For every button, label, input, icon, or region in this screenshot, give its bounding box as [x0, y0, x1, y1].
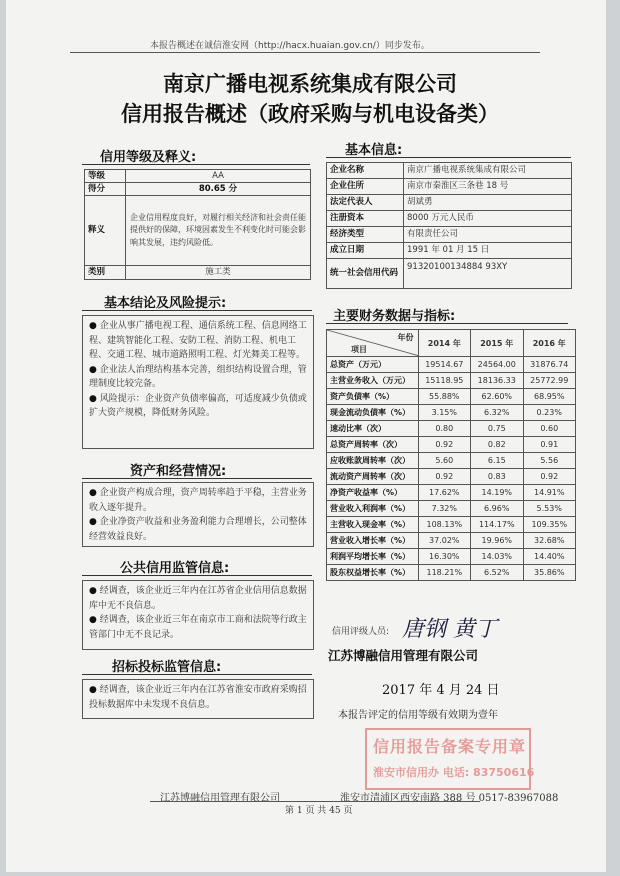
metric-value: 109.35%: [523, 517, 576, 533]
metric-value: 14.03%: [471, 549, 523, 565]
grade-label: 等级: [85, 170, 126, 183]
metric-value: 0.92: [418, 437, 470, 453]
metric-label: 资产负债率（%）: [327, 389, 419, 405]
meaning-value: 企业信用程度良好，对履行相关经济和社会责任能提供好的保障，环境因素发生不利变化时可能会影响其发展，违约风险低。: [126, 196, 311, 266]
metric-value: 6.52%: [471, 565, 523, 581]
metric-value: 14.19%: [471, 485, 523, 501]
metric-label: 现金流动负债率（%）: [327, 405, 419, 421]
conclusions-heading-rule: [82, 310, 312, 311]
metric-value: 14.91%: [523, 485, 576, 501]
metric-label: 利润平均增长率（%）: [327, 549, 419, 565]
info-label: 企业住所: [327, 179, 404, 195]
economic-type-value: 有限责任公司: [404, 227, 572, 243]
table-row: [327, 485, 576, 501]
list-item: ● 企业净资产收益和业务盈利能力合理增长，公司整体经营效益良好。: [89, 517, 307, 542]
info-label: 统一社会信用代码: [327, 259, 404, 289]
table-row: [327, 421, 576, 437]
rating-heading-rule: [82, 164, 310, 165]
year-header: 2016 年: [523, 330, 576, 357]
metric-value: 14.40%: [523, 549, 576, 565]
metric-value: 0.23%: [523, 405, 576, 421]
validity-note: 本报告评定的信用等级有效期为壹年: [338, 710, 498, 721]
bidding-heading-rule: [82, 674, 312, 675]
financial-heading-rule: [326, 323, 568, 324]
metric-value: 0.92: [418, 469, 470, 485]
legal-rep-value: 胡斌勇: [404, 195, 572, 211]
metric-value: 37.02%: [418, 533, 470, 549]
basic-info-heading: 基本信息:: [345, 143, 403, 158]
metric-value: 0.75: [471, 421, 523, 437]
metric-value: 31876.74: [523, 357, 576, 373]
metric-value: 108.13%: [418, 517, 470, 533]
report-title-type: 信用报告概述（政府采购与机电设备类）: [121, 102, 499, 126]
metric-value: 0.80: [418, 421, 470, 437]
bidding-box: [82, 679, 314, 719]
table-row: [327, 437, 576, 453]
year-axis-label: 年份: [397, 333, 414, 342]
info-label: 经济类型: [327, 227, 404, 243]
metric-label: 营业收入增长率（%）: [327, 533, 419, 549]
metric-value: 35.86%: [523, 565, 576, 581]
info-label: 法定代表人: [327, 195, 404, 211]
metric-value: 55.88%: [418, 389, 470, 405]
list-item: ● 企业资产构成合理，资产周转率趋于平稳，主营业务收入逐年提升。: [89, 488, 307, 513]
info-label: 企业名称: [327, 163, 404, 179]
category-label: 类别: [85, 266, 126, 280]
conclusions-heading: 基本结论及风险提示:: [104, 296, 227, 311]
stamp-title: 信用报告备案专用章: [373, 737, 527, 756]
basic-info-table: [326, 162, 572, 289]
report-date: 2017 年 4 月 24 日: [382, 683, 500, 698]
financial-rows: [327, 357, 576, 581]
metric-value: 19514.67: [418, 357, 470, 373]
header-rule: [70, 52, 540, 53]
metric-value: 0.83: [471, 469, 523, 485]
metric-value: 0.91: [523, 437, 576, 453]
metric-value: 15118.95: [418, 373, 470, 389]
metric-value: 19.96%: [471, 533, 523, 549]
header-note: 本报告概述在诚信淮安网（http://hacx.huaian.gov.cn/）同步发布。: [150, 41, 430, 51]
metric-value: 0.82: [471, 437, 523, 453]
public-credit-heading: 公共信用监管信息:: [120, 561, 230, 576]
bidding-heading: 招标投标监管信息:: [112, 660, 222, 675]
report-title-company: 南京广播电视系统集成有限公司: [163, 72, 457, 96]
table-row: [327, 533, 576, 549]
metric-value: 7.32%: [418, 501, 470, 517]
metric-label: 速动比率（次）: [327, 421, 419, 437]
table-row: [327, 565, 576, 581]
table-row: [327, 453, 576, 469]
metric-value: 25772.99: [523, 373, 576, 389]
rating-company: 江苏博融信用管理有限公司: [328, 648, 479, 663]
assets-heading: 资产和经营情况:: [130, 464, 227, 479]
metric-value: 62.60%: [471, 389, 523, 405]
list-item: ● 经调查，该企业近三年内在江苏省企业信用信息数据库中无不良信息。: [89, 586, 307, 611]
financial-table: [326, 329, 576, 581]
metric-label: 主营业务收入（万元）: [327, 373, 419, 389]
address-value: 南京市秦淮区三条巷 18 号: [404, 179, 572, 195]
metric-value: 6.32%: [471, 405, 523, 421]
metric-value: 17.62%: [418, 485, 470, 501]
page-number: 第 1 页 共 45 页: [285, 806, 353, 816]
score-label: 得分: [85, 183, 126, 196]
table-row: [327, 501, 576, 517]
metric-value: 0.92: [523, 469, 576, 485]
company-name-value: 南京广播电视系统集成有限公司: [404, 163, 572, 179]
table-row: [327, 373, 576, 389]
year-header: 2014 年: [418, 330, 470, 357]
metric-label: 营业收入利润率（%）: [327, 501, 419, 517]
grade-value: AA: [126, 170, 311, 183]
metric-value: 5.60: [418, 453, 470, 469]
metric-label: 流动资产周转率（次）: [327, 469, 419, 485]
metric-value: 68.95%: [523, 389, 576, 405]
metric-label: 股东权益增长率（%）: [327, 565, 419, 581]
metric-value: 18136.33: [471, 373, 523, 389]
metric-label: 主营收入现金率（%）: [327, 517, 419, 533]
table-row: [327, 549, 576, 565]
conclusions-box: [82, 315, 314, 449]
metric-value: 5.53%: [523, 501, 576, 517]
table-row: [327, 389, 576, 405]
list-item: ● 风险提示：企业资产负债率偏高，可适度减少负债或扩大资产规模，降低财务风险。: [89, 393, 307, 418]
rating-heading: 信用等级及释义:: [100, 150, 197, 165]
metric-value: 118.21%: [418, 565, 470, 581]
list-item: ● 经调查，该企业近三年内在江苏省淮安市政府采购招投标数据库中未发现不良信息。: [89, 685, 307, 710]
metric-value: 114.17%: [471, 517, 523, 533]
metric-value: 6.96%: [471, 501, 523, 517]
basic-info-heading-rule: [326, 157, 571, 158]
metric-value: 0.60: [523, 421, 576, 437]
table-corner-cell: [327, 330, 419, 357]
metric-label: 净资产收益率（%）: [327, 485, 419, 501]
public-credit-box: [82, 580, 314, 650]
filing-stamp: [365, 728, 535, 790]
footer-rule: [150, 801, 480, 802]
table-row: [327, 357, 576, 373]
table-row: [327, 469, 576, 485]
year-header: 2015 年: [471, 330, 523, 357]
info-label: 注册资本: [327, 211, 404, 227]
item-axis-label: 项目: [351, 345, 367, 354]
assets-box: [82, 482, 314, 547]
rating-table: [84, 169, 311, 280]
score-value: 80.65 分: [126, 183, 311, 196]
assets-heading-rule: [82, 478, 312, 479]
credit-code-value: 91320100134884 93XY: [404, 259, 572, 289]
founded-date-value: 1991 年 01 月 15 日: [404, 243, 572, 259]
list-item: ● 企业从事广播电视工程、通信系统工程、信息网络工程、建筑智能化工程、安防工程、消防工程、机电工程、交通工程、城市道路照明工程、灯光舞美工程等。: [89, 321, 307, 360]
table-row: [327, 517, 576, 533]
table-row: [327, 405, 576, 421]
public-credit-heading-rule: [82, 575, 312, 576]
metric-value: 16.30%: [418, 549, 470, 565]
analyst-signature: 唐钢 黄丁: [402, 617, 497, 642]
footer-company: 江苏博融信用管理有限公司: [160, 793, 280, 804]
metric-value: 5.56: [523, 453, 576, 469]
meaning-label: 释义: [85, 196, 126, 266]
analyst-label: 信用评级人员:: [332, 627, 390, 637]
list-item: ● 经调查，该企业近三年在南京市工商和法院等行政主管部门中无不良记录。: [89, 615, 307, 640]
info-label: 成立日期: [327, 243, 404, 259]
footer-address: 淮安市清浦区西安南路 388 号 0517-83967088: [340, 793, 559, 804]
metric-label: 总资产周转率（次）: [327, 437, 419, 453]
capital-value: 8000 万元人民币: [404, 211, 572, 227]
metric-value: 6.15: [471, 453, 523, 469]
category-value: 施工类: [126, 266, 311, 280]
metric-label: 应收账款周转率（次）: [327, 453, 419, 469]
metric-value: 24564.00: [471, 357, 523, 373]
metric-value: 3.15%: [418, 405, 470, 421]
metric-value: 32.68%: [523, 533, 576, 549]
stamp-contact: 淮安市信用办 电话: 83750616: [373, 766, 535, 779]
list-item: ● 企业法人治理结构基本完善，组织结构设置合理，管理制度比较完备。: [89, 364, 307, 389]
metric-label: 总资产（万元）: [327, 357, 419, 373]
financial-heading: 主要财务数据与指标:: [333, 309, 456, 324]
